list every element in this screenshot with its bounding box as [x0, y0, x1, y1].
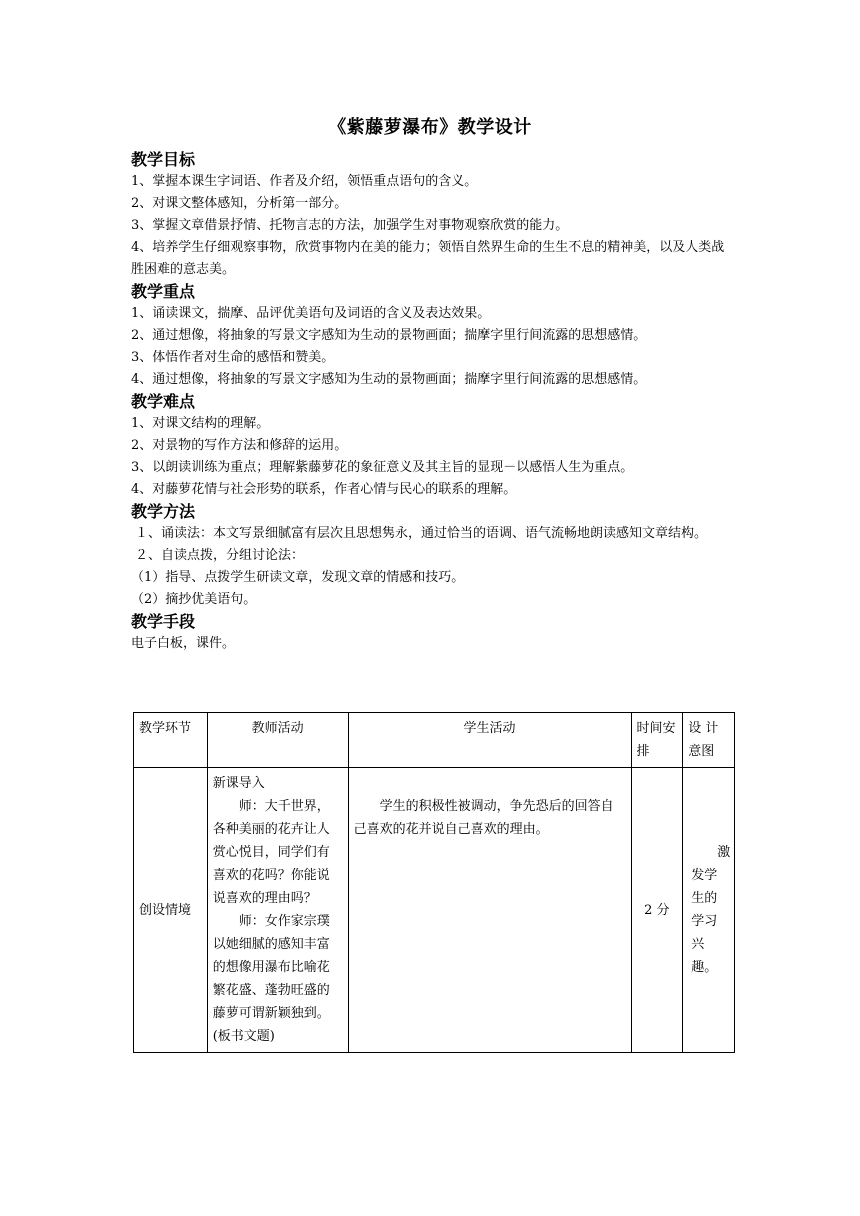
table-row	[134, 768, 735, 1053]
key-point-item: 1、诵读课文，揣摩、品评优美语句及词语的含义及表达效果。	[131, 306, 491, 321]
section-heading-means: 教学手段	[131, 612, 196, 631]
method-item: （2）摘抄优美语句。	[131, 592, 257, 607]
teacher-paragraph: 师：女作家宗璞以她细腻的感知丰富的想像用瀑布比喻花繁花盛、蓬勃旺盛的藤萝可谓新颖独到。(板书文题)	[212, 914, 330, 1044]
document-title: 《紫藤萝瀑布》教学设计	[328, 117, 532, 138]
section-heading-goals: 教学目标	[131, 150, 196, 169]
cell-student	[348, 768, 631, 1053]
section-heading-difficulties: 教学难点	[131, 392, 196, 411]
difficulty-item: 2、对景物的写作方法和修辞的运用。	[131, 438, 348, 453]
teacher-paragraph: 师：大千世界，各种美丽的花卉让人赏心悦目，同学们有喜欢的花吗？你能说说喜欢的理由吗？	[212, 799, 330, 906]
header-teacher: 教师活动	[207, 713, 348, 768]
means-text: 电子白板，课件。	[131, 636, 236, 651]
header-time: 时间安排	[631, 713, 683, 768]
cell-stage: 创设情境	[134, 768, 208, 1053]
goal-item: 1、掌握本课生字词语、作者及介绍，领悟重点语句的含义。	[131, 174, 478, 189]
key-point-item: 3、体悟作者对生命的感悟和赞美。	[131, 350, 335, 365]
section-heading-key-points: 教学重点	[131, 282, 196, 301]
lesson-plan-table	[133, 712, 735, 1053]
method-item: １、诵读法：本文写景细腻富有层次且思想隽永，通过恰当的语调、语气流畅地朗读感知文章结构。	[135, 526, 708, 541]
difficulty-item: 1、对课文结构的理解。	[131, 416, 270, 431]
teacher-title: 新课导入	[212, 776, 265, 791]
key-point-item: 4、通过想像，将抽象的写景文字感知为生动的景物画面；揣摩字里行间流露的思想感情。	[131, 372, 647, 387]
cell-time: 2 分	[631, 768, 683, 1053]
section-heading-methods: 教学方法	[131, 502, 196, 521]
cell-intent	[683, 768, 735, 1053]
method-item: ２、自读点拨，分组讨论法：	[135, 548, 305, 563]
student-activity: 学生的积极性被调动，争先恐后的回答自己喜欢的花并说自己喜欢的理由。	[353, 799, 614, 837]
cell-teacher	[207, 768, 348, 1053]
goal-item: 3、掌握文章借景抒情、托物言志的方法，加强学生对事物观察欣赏的能力。	[131, 218, 569, 233]
goal-item: 4、培养学生仔细观察事物，欣赏事物内在美的能力；领悟自然界生命的生生不息的精神美，以及人类战胜困难的意志美。	[131, 240, 725, 277]
document-body	[131, 149, 733, 655]
goal-item: 2、对课文整体感知，分析第一部分。	[131, 196, 348, 211]
difficulty-item: 3、以朗读训练为重点；理解紫藤萝花的象征意义及其主旨的显现－以感悟人生为重点。	[131, 460, 634, 475]
header-intent: 设 计意图	[683, 713, 735, 768]
header-stage: 教学环节	[134, 713, 208, 768]
table-header-row	[134, 713, 735, 768]
key-point-item: 2、通过想像，将抽象的写景文字感知为生动的景物画面；揣摩字里行间流露的思想感情。	[131, 328, 647, 343]
difficulty-item: 4、对藤萝花情与社会形势的联系，作者心情与民心的联系的理解。	[131, 482, 517, 497]
header-student: 学生活动	[348, 713, 631, 768]
method-item: （1）指导、点拨学生研读文章，发现文章的情感和技巧。	[131, 570, 465, 585]
intent-text: 激发学生的学习兴趣。	[691, 845, 731, 975]
